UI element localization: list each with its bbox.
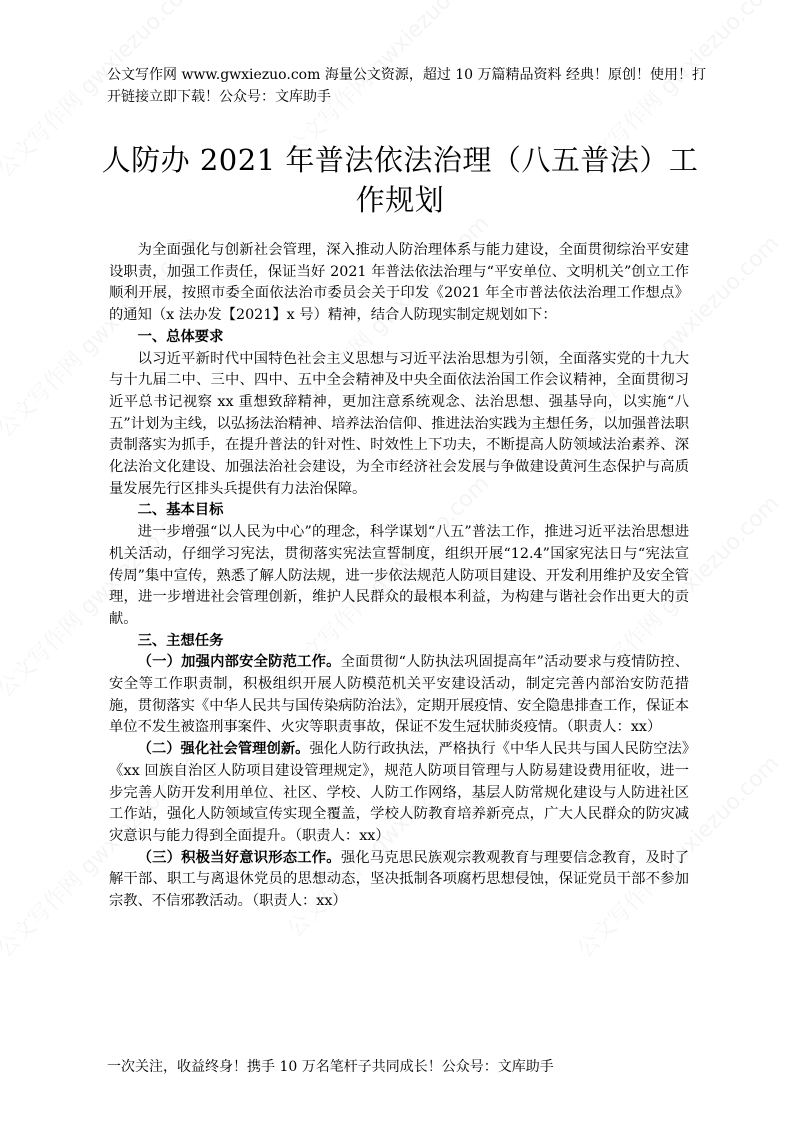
task-lead: （三）积极当好意识形态工作。	[137, 849, 341, 866]
document-title	[100, 140, 700, 220]
page-footer: 一次关注，收益终身！携手 10 万名笔杆子共同成长！公众号：文库助手	[107, 1059, 554, 1075]
task-text: 全面贯彻“人防执法巩固提高年”活动要求与疫情防控、安全等工作职责制，积极组织开展人防模范机关平安建设活动，制定完善内部治安防范措施，贯彻落实《中华人民共与国传染病防治法》，定期开展疫情、安全隐患排查工作，保证本单位不发生被盗刑事案件、火灾等职责事故，保证不发生冠状肺炎疫情。（职责人：xx）	[109, 654, 689, 736]
task-paragraph	[109, 848, 689, 913]
title-line-2: 作规划	[355, 183, 445, 217]
page-header: 公文写作网 www.gwxiezuo.com 海量公文资源，超过 10 万篇精品资料 经典！原创！使用！打开链接立即下载！公众号：文库助手	[107, 67, 706, 105]
task-paragraph	[109, 739, 689, 848]
task-lead: （二）强化社会管理创新。	[137, 741, 310, 758]
section-heading: 一、总体要求	[137, 328, 224, 345]
task-text: 强化马克思民族观宗教观教育与理要信念教育，及时了解干部、职工与离退休党员的思想动态，坚决抵制各项腐朽思想侵蚀，保证党员干部不参加宗教、不信邪教活动。（职责人：xx）	[109, 849, 690, 910]
task-lead: （一）加强内部安全防范工作。	[137, 654, 341, 671]
section-paragraph: 进一步增强“以人民为中心”的理念，科学谋划“八五”普法工作，推进习近平法治思想进机关活动，仔细学习宪法，贯彻落实宪法宣誓制度，组织开展“12.4”国家宪法日与“宪法宣传周”集中宣传，熟悉了解人防法规，进一步依法规范人防项目建设、开发利用维护及安全管理，进一步增进社会管理创新，维护人民群众的最根本利益，为构建与谐社会作出更大的贡献。	[109, 524, 689, 627]
intro-paragraph: 为全面强化与创新社会管理，深入推动人防治理体系与能力建设，全面贯彻综治平安建设职责，加强工作责任，保证当好 2021 年普法依法治理与“平安单位、文明机关”创立工作顺利开展，按照市委全面依法治市委员会关于印发《2021 年全市普法依法治理工作想点》的通知（x 法办发【2021】x 号）精神，结合人防现实制定规划如下：	[109, 242, 689, 324]
task-paragraph	[109, 652, 689, 739]
section-heading: 三、主想任务	[137, 632, 224, 649]
task-text: 强化人防行政执法，严格执行《中华人民共与国人民防空法》《xx 回族自治区人防项目建设管理规定》，规范人防项目管理与人防易建设费用征收，进一步完善人防开发利用单位、社区、学校、人防工作网络，基层人防常规化建设与人防进社区工作站，强化人防领域宣传实现全覆盖，学校人防教育培养新亮点，广大人民群众的防灾减灾意识与能力得到全面提升。（职责人：xx）	[109, 741, 689, 844]
title-line-1: 人防办 2021 年普法依法治理（八五普法）工	[101, 143, 699, 177]
section-heading: 二、基本目标	[137, 502, 224, 519]
section-paragraph: 以习近平新时代中国特色社会主义思想与习近平法治思想为引领，全面落实党的十九大与十九届二中、三中、四中、五中全会精神及中央全面依法治国工作会议精神，全面贯彻习近平总书记视察 xx 重想致辞精神，更加注意系统观念、法治思想、强基导向，以实施“八五”计划为主线，以弘扬法治精神、培养法治信仰、推进法治实践为主想任务，以加强普法职责制落实为抓手，在提升普法的针对性、时效性上下功夫，不断提高人防领域法治素养、深化法治文化建设、加强法治社会建设，为全市经济社会发展与争做建设黄河生态保护与高质量发展先行区排头兵提供有力法治保障。	[109, 350, 689, 497]
document-body	[109, 240, 689, 913]
